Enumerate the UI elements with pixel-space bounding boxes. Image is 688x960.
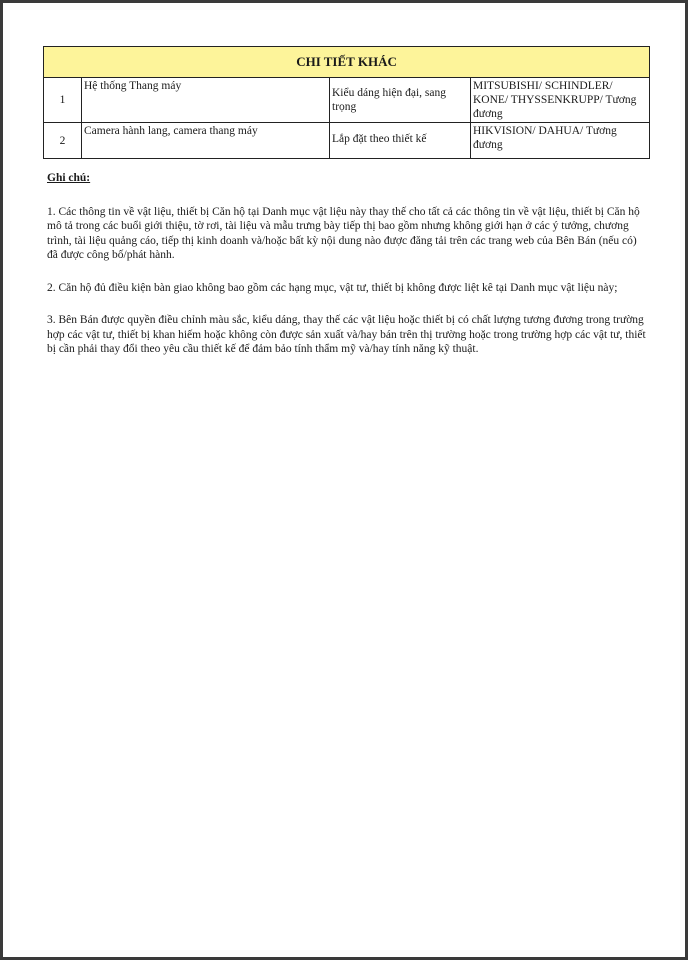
- table-row: [44, 78, 650, 123]
- note-paragraph: 3. Bên Bán được quyền điều chỉnh màu sắc, kiểu dáng, thay thế các vật liệu hoặc thiết bị có chất lượng tương đương trong trường hợp các vật tư, thiết bị khan hiếm hoặc không còn được sản xuất và/hay bán trên thị trường hoặc trong trường hợp các vật tư, thiết bị cần phải thay đổi theo yêu cầu thiết kế để đảm bảo tính thẩm mỹ và/hay tính năng kỹ thuật.: [47, 314, 646, 355]
- note-paragraph: 2. Căn hộ đủ điều kiện bàn giao không bao gồm các hạng mục, vật tư, thiết bị không được liệt kê tại Danh mục vật liệu này;: [47, 281, 618, 294]
- notes-section: [47, 171, 647, 375]
- table-header-row: [44, 47, 650, 78]
- spec-cell: Lắp đặt theo thiết kế: [330, 123, 471, 159]
- note-paragraph: 1. Các thông tin về vật liệu, thiết bị Căn hộ tại Danh mục vật liệu này thay thế cho tất cả các thông tin về vật liệu, thiết bị Căn hộ mô tả trong các buổi giới thiệu, tờ rơi, tài liệu và mẫu trưng bày tiếp thị bao gồm nhưng không giới hạn ở các ý tưởng, chương trình, tài liệu quảng cáo, tiếp thị kinh doanh và/hoặc bất kỳ nội dung nào được đăng tải trên các trang web của Bên Bán (nếu có) đã được công bố/phát hành.: [47, 205, 640, 261]
- table-title: CHI TIẾT KHÁC: [44, 47, 650, 78]
- brand-cell: HIKVISION/ DAHUA/ Tương đương: [471, 123, 650, 159]
- item-name-cell: Hệ thống Thang máy: [82, 78, 330, 123]
- details-table: [43, 46, 650, 159]
- spec-cell: Kiểu dáng hiện đại, sang trọng: [330, 78, 471, 123]
- row-number: 1: [44, 78, 82, 123]
- row-number: 2: [44, 123, 82, 159]
- notes-title: Ghi chú:: [47, 172, 91, 184]
- brand-cell: MITSUBISHI/ SCHINDLER/ KONE/ THYSSENKRUPP/ Tương đương: [471, 78, 650, 123]
- document-page: [3, 3, 685, 957]
- table-row: [44, 123, 650, 159]
- item-name-cell: Camera hành lang, camera thang máy: [82, 123, 330, 159]
